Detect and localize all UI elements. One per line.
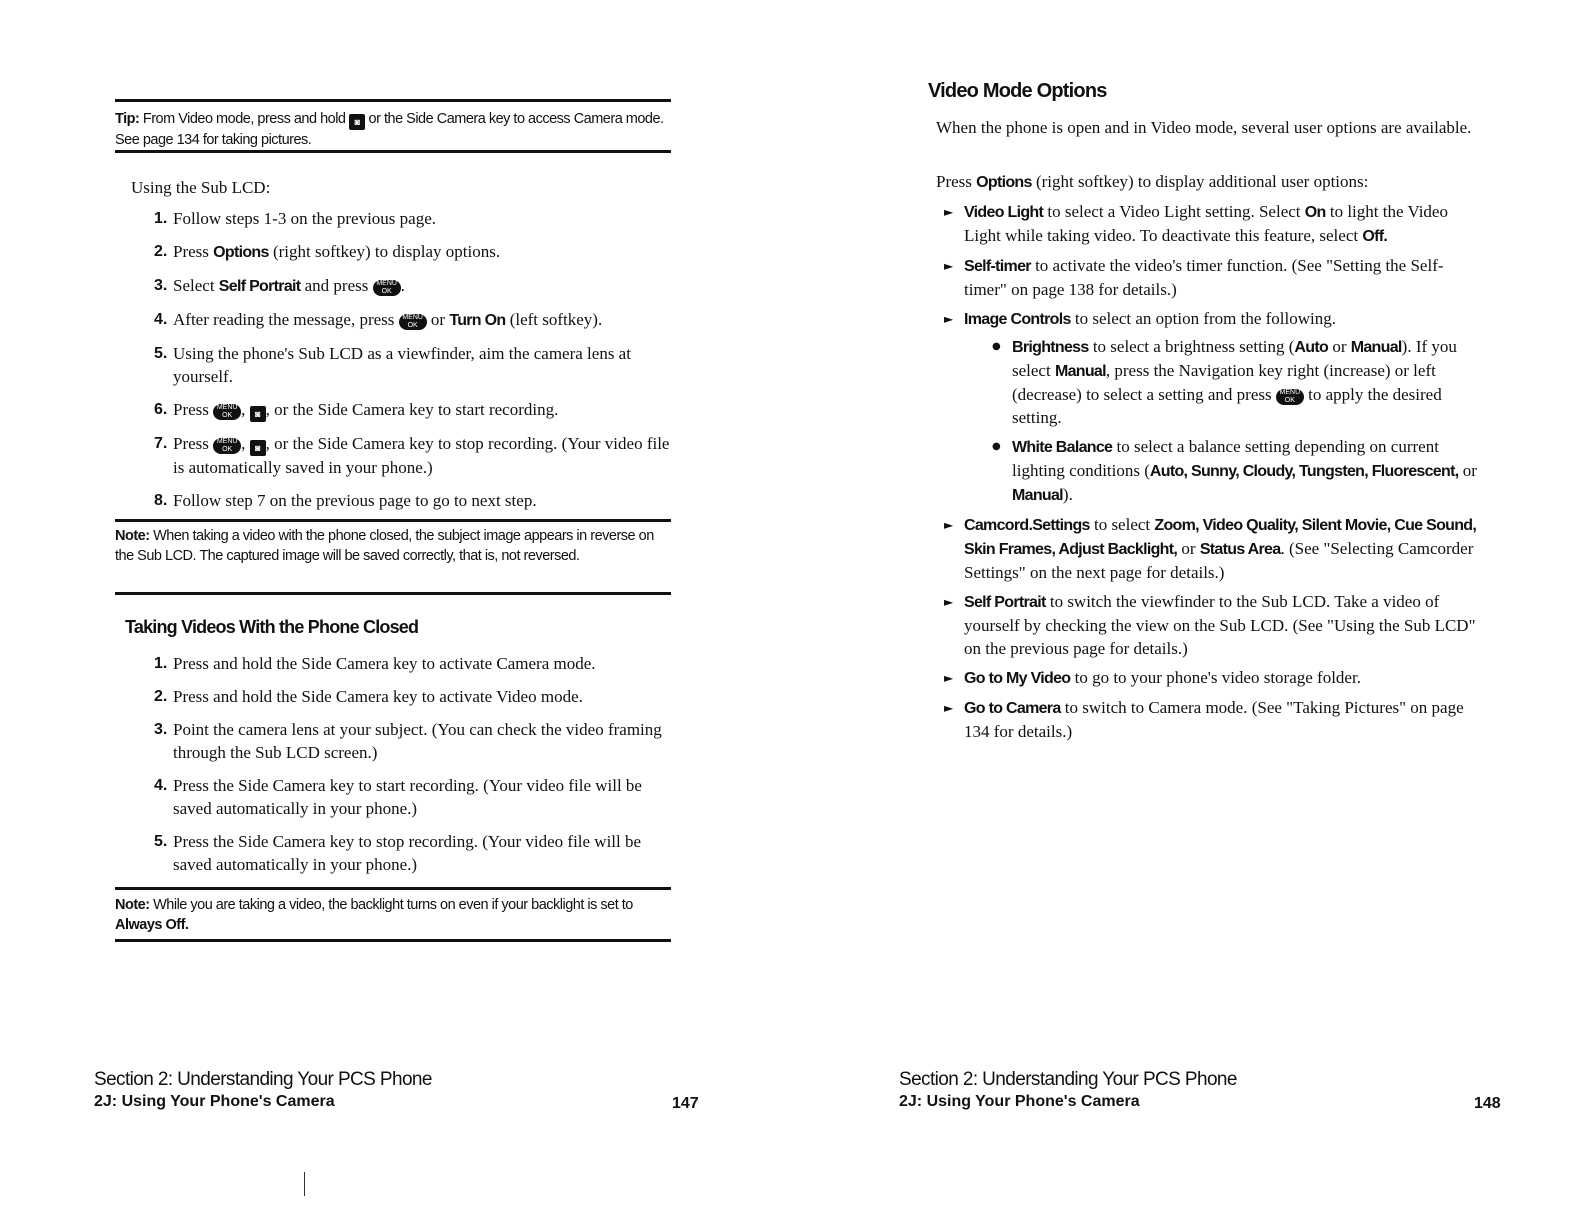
footer-chapter: 2J: Using Your Phone's Camera	[94, 1093, 335, 1110]
video-options-list	[944, 200, 1484, 749]
crop-mark	[304, 1172, 305, 1196]
menu-ok-key-icon: MENU OK	[399, 314, 427, 330]
menu-ok-key-icon: MENU OK	[213, 404, 241, 420]
sub-option-white-balance: ● White Balance to select a balance setting depending on current lighting conditions (Auto, Sunny, Cloudy, Tungsten, Fluorescent, or Manual).	[992, 435, 1484, 507]
list-item: 6. Press MENU OK , ◙ , or the Side Camera key to start recording.	[154, 398, 674, 422]
tip-text-2: or the Side Camera key to access Camera mode. See page 134 for taking pictures.	[115, 111, 664, 148]
page-number: 147	[672, 1095, 699, 1112]
footer-section: Section 2: Understanding Your PCS Phone	[899, 1069, 1237, 1090]
option-camcord-settings: ► Camcord.Settings to select Zoom, Video Quality, Silent Movie, Cue Sound, Skin Frames, Adjust Backlight, or Status Area. (See "Selecting Camcorder Settings" on the next page for details.)	[944, 513, 1484, 584]
note-box: Note: When taking a video with the phone closed, the subject image appears in reverse on the Sub LCD. The captured image will be saved correctly, that is, not reversed.	[115, 519, 671, 595]
sub-lcd-steps	[154, 207, 674, 512]
phone-closed-steps	[154, 652, 674, 876]
camera-key-icon: ◙	[250, 406, 266, 422]
list-item: 3. Point the camera lens at your subject. (You can check the video framing through the Sub LCD screen.)	[154, 720, 662, 762]
camera-key-icon: ◙	[349, 114, 365, 130]
option-image-controls: ► Image Controls to select an option from the following. ● Brightness to select a brightness setting (Auto or Manual). If you select Manual, press the Navigation key right (increase) or left (decrease) to select a setting and press MENU OK to apply the desired setting. ● White Balance to select a balance setting depending on current lighting conditions (Auto, Sunny, Cloudy, Tungsten, Fluorescent, or Manual).	[944, 307, 1484, 507]
option-go-to-camera: ► Go to Camera to switch to Camera mode. (See "Taking Pictures" on page 134 for details.)	[944, 696, 1484, 743]
page-footer	[899, 1069, 1237, 1111]
option-video-light: ► Video Light to select a Video Light setting. Select On to light the Video Light while taking video. To deactivate this feature, select Off.	[944, 200, 1484, 248]
option-self-portrait: ► Self Portrait to switch the viewfinder to the Sub LCD. Take a video of yourself by checking the view on the Sub LCD. (See "Using the Sub LCD" on the previous page for details.)	[944, 590, 1484, 660]
list-item: 1. Follow steps 1-3 on the previous page.	[154, 209, 436, 228]
list-item: 8. Follow step 7 on the previous page to go to next step.	[154, 491, 537, 510]
page-number: 148	[1474, 1095, 1501, 1112]
menu-ok-key-icon: MENU OK	[1276, 389, 1304, 405]
tip-box	[115, 99, 671, 153]
sub-option-brightness: ● Brightness to select a brightness setting (Auto or Manual). If you select Manual, press the Navigation key right (increase) or left (decrease) to select a setting and press MENU OK to apply the desired setting.	[992, 335, 1484, 429]
page-title: Video Mode Options	[928, 80, 1107, 102]
footer-section: Section 2: Understanding Your PCS Phone	[94, 1069, 432, 1090]
tip-text: From Video mode, press and hold	[139, 111, 350, 127]
list-item: 3. Select Self Portrait and press MENU OK .	[154, 276, 405, 295]
list-item: 4. Press the Side Camera key to start recording. (Your video file will be saved automatically in your phone.)	[154, 776, 642, 818]
list-item: 4. After reading the message, press MENU OK or Turn On (left softkey).	[154, 310, 603, 329]
list-item: 1. Press and hold the Side Camera key to activate Camera mode.	[154, 654, 596, 673]
sub-lcd-intro: Using the Sub LCD:	[131, 178, 271, 197]
tip-label: Tip:	[115, 111, 140, 127]
list-item: 7. Press MENU OK , ◙ , or the Side Camera key to stop recording. (Your video file is automatically saved in your phone.)	[154, 434, 670, 477]
menu-ok-key-icon: MENU OK	[373, 280, 401, 296]
menu-ok-key-icon: MENU OK	[213, 438, 241, 454]
camera-key-icon: ◙	[250, 440, 266, 456]
options-intro: When the phone is open and in Video mode, several user options are available.	[936, 118, 1472, 137]
option-self-timer: ► Self-timer to activate the video's timer function. (See "Setting the Self-timer" on page 138 for details.)	[944, 254, 1484, 301]
press-options-text: Press Options (right softkey) to display additional user options:	[936, 172, 1369, 191]
list-item: 5. Using the phone's Sub LCD as a viewfinder, aim the camera lens at yourself.	[154, 344, 631, 386]
option-go-to-my-video: ► Go to My Video to go to your phone's video storage folder.	[944, 666, 1484, 690]
section-heading: Taking Videos With the Phone Closed	[125, 617, 419, 637]
list-item: 5. Press the Side Camera key to stop recording. (Your video file will be saved automatically in your phone.)	[154, 832, 642, 874]
list-item: 2. Press and hold the Side Camera key to activate Video mode.	[154, 687, 583, 706]
note-box: Note: While you are taking a video, the backlight turns on even if your backlight is set to Always Off.	[115, 887, 671, 942]
list-item: 2. Press Options (right softkey) to display options.	[154, 242, 501, 261]
image-controls-sublist	[992, 335, 1484, 507]
page-footer	[94, 1069, 432, 1111]
footer-chapter: 2J: Using Your Phone's Camera	[899, 1093, 1140, 1110]
